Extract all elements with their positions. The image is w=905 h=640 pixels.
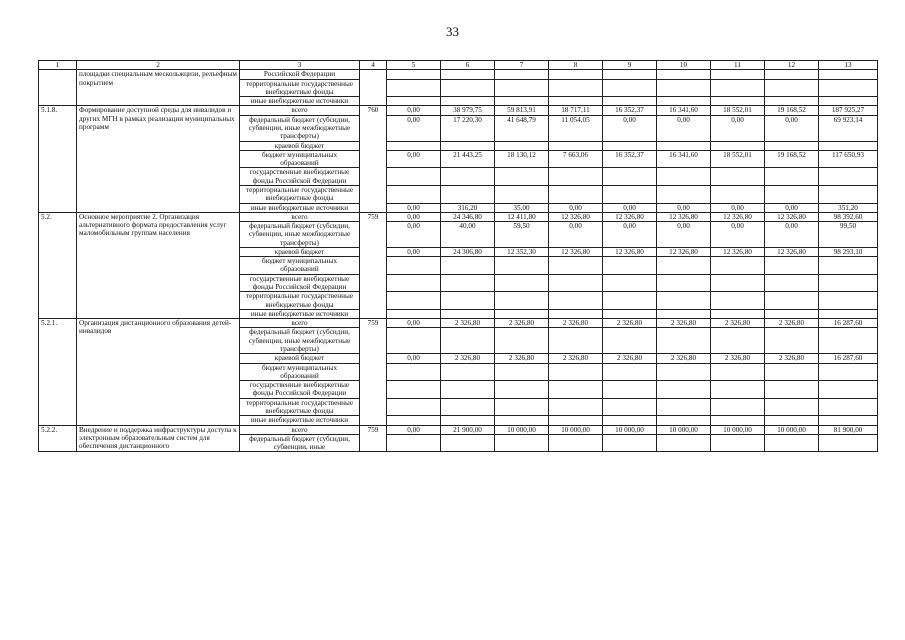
amount-cell [441,292,495,310]
amount-cell: 38 979,75 [441,106,495,115]
amount-cell: 0,00 [711,203,765,212]
amount-cell [441,185,495,203]
amount-cell [657,168,711,186]
amount-cell: 0,00 [387,354,441,363]
amount-cell [603,398,657,416]
amount-cell [495,168,549,186]
amount-cell [657,309,711,318]
amount-cell [549,97,603,106]
amount-cell [765,168,819,186]
amount-cell: 2 326,80 [603,354,657,363]
page-number: 33 [446,24,459,39]
amount-cell [495,257,549,275]
amount-cell [765,398,819,416]
amount-cell [549,141,603,150]
amount-cell [819,257,878,275]
funding-source-cell: территориальные государственные внебюджетные фонды [240,79,360,97]
amount-cell [441,168,495,186]
funding-source-cell: территориальные государственные внебюджетные фонды [240,292,360,310]
amount-cell [387,363,441,381]
table-header-row [39,61,878,70]
amount-cell [441,97,495,106]
amount-cell: 10 000,00 [495,425,549,434]
amount-cell: 0,00 [549,203,603,212]
item-code-cell: 5.2.1. [39,319,77,425]
amount-cell [441,398,495,416]
amount-cell [657,97,711,106]
item-code-cell: 5.2.2. [39,425,77,452]
amount-cell [819,185,878,203]
table-row [39,70,878,79]
amount-cell: 69 923,14 [819,115,878,141]
item-code-cell: 5.2. [39,212,77,318]
amount-cell [819,292,878,310]
amount-cell [765,416,819,425]
amount-cell [711,97,765,106]
amount-cell: 16 287,60 [819,354,878,363]
amount-cell: 12 326,80 [711,212,765,221]
amount-cell [657,381,711,399]
amount-cell [549,434,603,452]
amount-cell: 12 326,80 [603,212,657,221]
amount-cell [819,168,878,186]
amount-cell: 10 000,00 [603,425,657,434]
amount-cell [711,381,765,399]
amount-cell [495,398,549,416]
amount-cell [549,70,603,79]
amount-cell [765,141,819,150]
amount-cell: 10 000,00 [657,425,711,434]
funding-source-cell: бюджет муниципальных образований [240,150,360,168]
amount-cell: 40,00 [441,222,495,248]
funding-source-cell: государственные внебюджетные фонды Российской Федерации [240,168,360,186]
amount-cell: 21 900,00 [441,425,495,434]
table-row [39,212,878,221]
funding-source-cell: краевой бюджет [240,247,360,256]
amount-cell [387,79,441,97]
amount-cell [441,328,495,354]
table-row [39,319,878,328]
amount-cell: 12 326,80 [657,247,711,256]
amount-cell [387,168,441,186]
amount-cell: 316,20 [441,203,495,212]
amount-cell [387,416,441,425]
amount-cell [603,257,657,275]
amount-cell: 59,50 [495,222,549,248]
amount-cell: 2 326,80 [711,354,765,363]
amount-cell: 0,00 [387,106,441,115]
amount-cell: 187 925,27 [819,106,878,115]
amount-cell: 7 663,06 [549,150,603,168]
amount-cell [495,434,549,452]
amount-cell: 10 000,00 [711,425,765,434]
amount-cell [711,274,765,292]
amount-cell [495,363,549,381]
amount-cell [819,363,878,381]
funding-source-cell: государственные внебюджетные фонды Российской Федерации [240,381,360,399]
amount-cell [711,292,765,310]
amount-cell [495,141,549,150]
funding-source-cell: всего [240,425,360,434]
amount-cell [549,292,603,310]
item-code-cell: 5.1.8. [39,106,77,212]
amount-cell: 16 341,60 [657,150,711,168]
column-number-header: 5 [387,61,441,70]
funding-source-cell: иные внебюджетные источники [240,97,360,106]
amount-cell [603,309,657,318]
funding-source-cell: краевой бюджет [240,354,360,363]
funding-source-cell: краевой бюджет [240,141,360,150]
activity-name-cell: Основное мероприятие 2. Организация альтернативного формата предоставления услуг маломобильным группам населения [77,212,240,318]
amount-cell [549,398,603,416]
amount-cell: 12 326,80 [549,247,603,256]
amount-cell [657,79,711,97]
amount-cell [495,70,549,79]
amount-cell [711,168,765,186]
amount-cell [387,70,441,79]
column-number-header: 6 [441,61,495,70]
amount-cell [549,381,603,399]
amount-cell [765,185,819,203]
activity-name-cell: Организация дистанционного образования детей-инвалидов [77,319,240,425]
amount-cell [603,70,657,79]
amount-cell [495,79,549,97]
amount-cell [603,185,657,203]
amount-cell [657,434,711,452]
amount-cell: 16 341,60 [657,106,711,115]
amount-cell: 0,00 [603,115,657,141]
amount-cell: 0,00 [657,222,711,248]
amount-cell: 0,00 [387,222,441,248]
amount-cell: 19 168,52 [765,150,819,168]
amount-cell [603,168,657,186]
amount-cell: 0,00 [765,222,819,248]
amount-cell [657,398,711,416]
amount-cell [711,141,765,150]
amount-cell [387,97,441,106]
amount-cell [711,309,765,318]
amount-cell [765,363,819,381]
amount-cell [765,434,819,452]
column-number-header: 13 [819,61,878,70]
amount-cell [819,97,878,106]
column-number-header: 3 [240,61,360,70]
amount-cell [819,398,878,416]
table-row [39,425,878,434]
amount-cell [603,416,657,425]
item-code-cell [39,70,77,106]
amount-cell: 12 411,80 [495,212,549,221]
funding-source-cell: всего [240,106,360,115]
amount-cell: 0,00 [387,247,441,256]
amount-cell [495,309,549,318]
amount-cell: 0,00 [549,222,603,248]
amount-cell [711,79,765,97]
amount-cell [819,416,878,425]
executor-code-cell: 759 [360,425,387,452]
amount-cell [819,141,878,150]
amount-cell [387,185,441,203]
amount-cell [441,274,495,292]
funding-source-cell: иные внебюджетные источники [240,309,360,318]
amount-cell: 0,00 [387,425,441,434]
funding-source-cell: государственные внебюджетные фонды Российской Федерации [240,274,360,292]
amount-cell [657,328,711,354]
amount-cell [819,381,878,399]
executor-code-cell: 759 [360,319,387,425]
column-number-header: 2 [77,61,240,70]
amount-cell: 0,00 [711,115,765,141]
amount-cell: 0,00 [387,115,441,141]
amount-cell [549,363,603,381]
funding-source-cell: бюджет муниципальных образований [240,363,360,381]
amount-cell: 12 326,80 [765,247,819,256]
amount-cell [549,328,603,354]
amount-cell [657,257,711,275]
amount-cell [387,141,441,150]
amount-cell: 35,00 [495,203,549,212]
amount-cell [549,168,603,186]
amount-cell [657,185,711,203]
amount-cell [765,257,819,275]
amount-cell [711,416,765,425]
amount-cell [387,434,441,452]
amount-cell: 117 650,93 [819,150,878,168]
amount-cell [603,328,657,354]
amount-cell [711,434,765,452]
amount-cell: 16 352,37 [603,150,657,168]
amount-cell: 2 326,80 [657,319,711,328]
amount-cell [765,97,819,106]
amount-cell [441,257,495,275]
amount-cell: 12 352,30 [495,247,549,256]
amount-cell [387,292,441,310]
amount-cell: 2 326,80 [441,319,495,328]
amount-cell: 18 552,01 [711,106,765,115]
executor-code-cell [360,70,387,106]
amount-cell [657,274,711,292]
funding-source-cell: федеральный бюджет (субсидии, субвенции, иные [240,434,360,452]
amount-cell: 18 552,01 [711,150,765,168]
funding-source-cell: иные внебюджетные источники [240,416,360,425]
amount-cell: 18 130,12 [495,150,549,168]
amount-cell [441,79,495,97]
amount-cell [441,434,495,452]
activity-name-cell: Формирование доступной среды для инвалидов и других МГН в рамках реализации муниципальных программ [77,106,240,212]
amount-cell [387,309,441,318]
funding-source-cell: иные внебюджетные источники [240,203,360,212]
amount-cell [711,328,765,354]
amount-cell [765,274,819,292]
column-number-header: 9 [603,61,657,70]
amount-cell: 0,00 [711,222,765,248]
funding-source-cell: Российской Федерации [240,70,360,79]
amount-cell [603,363,657,381]
column-number-header: 10 [657,61,711,70]
amount-cell: 2 326,80 [711,319,765,328]
amount-cell [657,292,711,310]
amount-cell [495,328,549,354]
amount-cell [387,398,441,416]
column-number-header: 12 [765,61,819,70]
amount-cell [765,70,819,79]
amount-cell: 0,00 [657,115,711,141]
amount-cell [549,416,603,425]
amount-cell [387,328,441,354]
amount-cell: 2 326,80 [549,354,603,363]
amount-cell [603,97,657,106]
amount-cell: 16 287,60 [819,319,878,328]
amount-cell: 2 326,80 [495,354,549,363]
amount-cell [441,141,495,150]
amount-cell: 0,00 [387,203,441,212]
amount-cell: 21 443,25 [441,150,495,168]
amount-cell [495,292,549,310]
amount-cell [495,274,549,292]
amount-cell [765,292,819,310]
amount-cell [603,381,657,399]
column-number-header: 11 [711,61,765,70]
amount-cell: 0,00 [387,212,441,221]
activity-name-cell: Внедрение и поддержка инфраструктуры доступа к электронным образовательным систем для обеспечения дистанционного [77,425,240,452]
amount-cell: 2 326,80 [765,319,819,328]
amount-cell [387,257,441,275]
amount-cell [711,363,765,381]
amount-cell [495,97,549,106]
amount-cell: 10 000,00 [765,425,819,434]
column-number-header: 7 [495,61,549,70]
amount-cell: 0,00 [387,150,441,168]
amount-cell [441,70,495,79]
amount-cell: 19 168,52 [765,106,819,115]
funding-source-cell: федеральный бюджет (субсидии, субвенции, иные межбюджетные трансферты) [240,115,360,141]
amount-cell [819,309,878,318]
amount-cell [711,70,765,79]
amount-cell: 98 392,60 [819,212,878,221]
amount-cell [819,79,878,97]
amount-cell: 0,00 [765,203,819,212]
funding-source-cell: федеральный бюджет (субсидии, субвенции, иные межбюджетные трансферты) [240,328,360,354]
column-number-header: 1 [39,61,77,70]
amount-cell: 2 326,80 [495,319,549,328]
amount-cell: 24 306,80 [441,247,495,256]
amount-cell: 59 813,91 [495,106,549,115]
amount-cell [711,398,765,416]
amount-cell [441,416,495,425]
amount-cell [495,416,549,425]
amount-cell [549,79,603,97]
amount-cell [549,257,603,275]
amount-cell: 2 326,80 [441,354,495,363]
amount-cell [603,292,657,310]
funding-source-cell: всего [240,212,360,221]
amount-cell: 11 054,05 [549,115,603,141]
amount-cell: 2 326,80 [603,319,657,328]
amount-cell: 16 352,37 [603,106,657,115]
executor-code-cell: 760 [360,106,387,212]
amount-cell [765,381,819,399]
funding-source-cell: территориальные государственные внебюджетные фонды [240,185,360,203]
amount-cell: 24 346,80 [441,212,495,221]
amount-cell [441,381,495,399]
amount-cell [603,79,657,97]
amount-cell: 12 326,80 [765,212,819,221]
amount-cell [819,328,878,354]
amount-cell [603,141,657,150]
amount-cell: 12 326,80 [603,247,657,256]
executor-code-cell: 759 [360,212,387,318]
amount-cell [495,381,549,399]
amount-cell [387,381,441,399]
amount-cell [765,328,819,354]
amount-cell: 12 326,80 [549,212,603,221]
amount-cell [387,274,441,292]
amount-cell: 0,00 [765,115,819,141]
amount-cell: 0,00 [657,203,711,212]
funding-source-cell: всего [240,319,360,328]
amount-cell: 0,00 [603,203,657,212]
amount-cell [441,309,495,318]
amount-cell: 41 648,79 [495,115,549,141]
amount-cell: 18 717,11 [549,106,603,115]
amount-cell [711,185,765,203]
budget-table [38,60,878,452]
amount-cell: 10 000,00 [549,425,603,434]
amount-cell: 2 326,80 [549,319,603,328]
amount-cell [549,185,603,203]
amount-cell: 17 220,30 [441,115,495,141]
amount-cell: 99,50 [819,222,878,248]
amount-cell: 12 326,80 [711,247,765,256]
amount-cell [549,274,603,292]
amount-cell [765,309,819,318]
amount-cell [657,363,711,381]
amount-cell: 81 900,00 [819,425,878,434]
amount-cell [765,79,819,97]
amount-cell [441,363,495,381]
funding-source-cell: бюджет муниципальных образований [240,257,360,275]
funding-source-cell: территориальные государственные внебюджетные фонды [240,398,360,416]
column-number-header: 4 [360,61,387,70]
table-row [39,106,878,115]
amount-cell: 98 293,10 [819,247,878,256]
amount-cell: 12 326,80 [657,212,711,221]
amount-cell [819,70,878,79]
activity-name-cell: площадки специальным мескольжцизи, рельефным покрытием [77,70,240,106]
amount-cell: 0,00 [387,319,441,328]
amount-cell [819,274,878,292]
amount-cell: 2 326,80 [657,354,711,363]
amount-cell [549,309,603,318]
amount-cell: 0,00 [603,222,657,248]
funding-source-cell: федеральный бюджет (субсидии, субвенции, иные межбюджетные трансферты) [240,222,360,248]
amount-cell [657,141,711,150]
amount-cell [819,434,878,452]
amount-cell [495,185,549,203]
amount-cell [603,434,657,452]
column-number-header: 8 [549,61,603,70]
amount-cell [657,70,711,79]
amount-cell: 351,20 [819,203,878,212]
amount-cell: 2 326,80 [765,354,819,363]
amount-cell [603,274,657,292]
amount-cell [657,416,711,425]
amount-cell [711,257,765,275]
